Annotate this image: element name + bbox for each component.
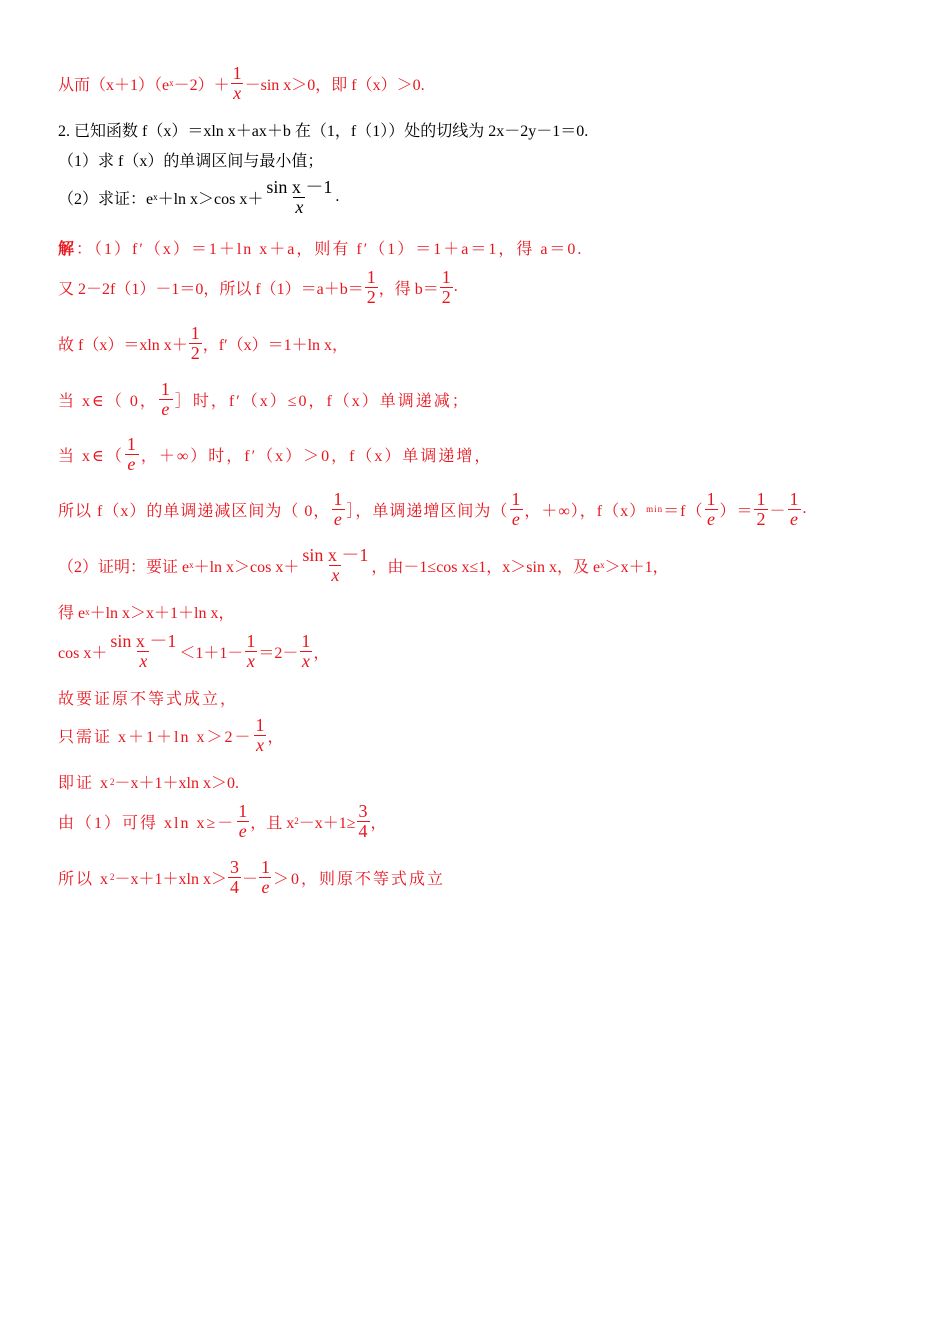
text: （2）证明：要证 e [58, 558, 190, 576]
text: 故 f（x）＝xln x＋ [58, 336, 188, 354]
text: －sin x＞0，即 f（x）＞0. [244, 76, 425, 94]
text: ＋ln x＞x＋1＋ln x， [89, 605, 235, 622]
denominator: 2 [441, 286, 451, 307]
solution-line-14 [58, 858, 445, 897]
text: ，得 b＝ [378, 280, 439, 298]
numerator: sin x －1 [266, 177, 333, 197]
solution-line-6 [58, 490, 808, 529]
superscript: x [600, 560, 605, 571]
fraction [509, 490, 523, 529]
text: 从而（x＋1）（e [58, 76, 170, 94]
text: 又 2－2f（1）－1＝0，所以 f（1）＝a＋b＝ [58, 280, 364, 298]
fraction [253, 716, 266, 755]
text: ＝2－ [258, 644, 299, 662]
superscript: x [153, 192, 158, 203]
text: ）＝ [719, 502, 754, 520]
text: 当 x∈（ [58, 447, 124, 465]
denominator: 4 [229, 876, 239, 897]
text: ：（1）f′（x）＝1＋ln x＋a，则有 f′（1）＝1＋a＝1，得 a＝0. [76, 241, 584, 258]
text: ，＋∞）时，f′（x）＞0，f（x）单调递增， [140, 447, 493, 465]
solution-line-1 [58, 236, 583, 259]
denominator: e [127, 453, 138, 474]
text: ，f′（x）＝1＋ln x， [202, 336, 349, 354]
solution-line-12 [58, 770, 239, 793]
numerator: 3 [229, 857, 239, 877]
fraction [299, 632, 312, 671]
solution-line-3 [58, 324, 348, 363]
fraction [189, 324, 202, 363]
numerator: 1 [706, 489, 717, 509]
denominator: e [261, 876, 270, 897]
denominator: x [139, 650, 148, 671]
numerator: 1 [160, 379, 172, 399]
solution-line-7 [58, 546, 669, 585]
text: . [802, 500, 808, 518]
fraction [264, 178, 334, 217]
numerator: 1 [441, 267, 451, 287]
solution-line-2 [58, 268, 458, 307]
fraction [331, 490, 345, 529]
denominator: e [790, 508, 799, 529]
fraction [236, 802, 249, 841]
numerator: 1 [238, 801, 248, 821]
text: 只需证 x＋1＋ln x＞2－ [58, 728, 253, 746]
text: － [769, 502, 787, 520]
text: ，＋∞），f（x） [524, 502, 647, 520]
numerator: 1 [260, 857, 270, 877]
denominator: x [301, 650, 310, 671]
denominator: x [255, 734, 264, 755]
numerator: 1 [333, 489, 344, 509]
text: ＋ln x＞cos x＋ [157, 190, 264, 208]
solution-line-4 [58, 380, 470, 419]
superscript: x [85, 606, 90, 617]
text: ］，单调递增区间为（ [346, 502, 509, 520]
superscript: 2 [110, 872, 115, 883]
denominator: e [511, 508, 521, 529]
fraction [228, 858, 241, 897]
superscript: 2 [110, 776, 115, 787]
numerator: 1 [232, 63, 242, 83]
text: 2. 已知函数 f（x）＝xln x＋ax＋b 在（1，f（1））处的切线为 2x－2y－1＝0. [58, 123, 589, 140]
denominator: x [295, 196, 304, 217]
numerator: 1 [301, 631, 311, 651]
text: 当 x∈（ 0， [58, 392, 158, 410]
denominator: 4 [358, 820, 368, 841]
text: ］时，f′（x）≤0，f（x）单调递减； [174, 392, 470, 410]
denominator: e [238, 820, 247, 841]
fraction [108, 632, 178, 671]
solution-label: 解 [58, 241, 77, 258]
solution-line-13 [58, 802, 387, 841]
numerator: 1 [126, 434, 138, 454]
denominator: x [233, 82, 242, 103]
text: －2）＋ [173, 76, 230, 94]
text: 故要证原不等式成立， [58, 691, 239, 708]
solution-line-5 [58, 435, 492, 474]
text: 即证 x [58, 775, 111, 792]
denominator: 2 [756, 508, 767, 529]
text: ， [267, 728, 284, 746]
text: ＝f（ [663, 502, 704, 520]
solution-line-8 [58, 600, 235, 623]
text: ，由－1≤cos x≤1，x＞sin x，及 e [371, 558, 601, 576]
numerator: 1 [190, 323, 200, 343]
numerator: sin x －1 [302, 545, 369, 565]
solution-line-9 [58, 632, 329, 671]
fraction [357, 802, 370, 841]
fraction [704, 490, 718, 529]
denominator: e [706, 508, 716, 529]
numerator: 1 [246, 631, 256, 651]
fraction [440, 268, 453, 307]
solution-line-11 [58, 716, 283, 755]
fraction [365, 268, 378, 307]
text: ， [370, 814, 387, 832]
text: 所以 x [58, 870, 111, 888]
solution-line-10 [58, 686, 238, 709]
denominator: e [161, 398, 172, 419]
text: ，且 x [250, 814, 295, 832]
text: －x＋1＋xln x＞ [114, 870, 227, 888]
superscript: 2 [294, 816, 299, 827]
text: ＞x＋1， [604, 558, 669, 576]
superscript: x [169, 78, 174, 89]
denominator: x [246, 650, 255, 671]
text: （1）求 f（x）的单调区间与最小值； [58, 153, 324, 170]
text: 所以 f（x）的单调递减区间为（ 0， [58, 502, 331, 520]
numerator: sin x －1 [110, 631, 177, 651]
fraction [244, 632, 257, 671]
problem-2-part-2 [58, 178, 339, 217]
denominator: 2 [366, 286, 376, 307]
fraction [300, 546, 370, 585]
text: 得 e [58, 605, 86, 622]
numerator: 1 [789, 489, 800, 509]
denominator: e [333, 508, 343, 529]
fraction [125, 435, 140, 474]
superscript: x [189, 560, 194, 571]
fraction [231, 64, 244, 103]
problem-2-statement [58, 118, 588, 141]
text: . [453, 278, 458, 296]
fraction [788, 490, 802, 529]
fraction [754, 490, 768, 529]
denominator: 2 [190, 342, 200, 363]
numerator: 3 [358, 801, 368, 821]
text: cos x＋ [58, 644, 108, 662]
text: － [241, 870, 258, 888]
text: －x＋1＋xln x＞0. [114, 775, 239, 792]
text: 由（1）可得 xln x≥－ [58, 814, 236, 832]
numerator: 1 [366, 267, 376, 287]
problem-2-part-1 [58, 148, 323, 171]
text: －x＋1≥ [298, 814, 356, 832]
subscript: min [646, 504, 664, 515]
text: . [335, 188, 340, 206]
numerator: 1 [511, 489, 522, 509]
text: ＞0，则原不等式成立 [272, 870, 445, 888]
text: ， [313, 644, 330, 662]
numerator: 1 [756, 489, 767, 509]
text: （2）求证：e [58, 190, 154, 208]
fraction [259, 858, 272, 897]
line-1 [58, 64, 425, 103]
fraction [159, 380, 174, 419]
numerator: 1 [255, 715, 265, 735]
text: ＋ln x＞cos x＋ [193, 558, 300, 576]
denominator: x [331, 564, 340, 585]
text: ＜1＋1－ [179, 644, 244, 662]
